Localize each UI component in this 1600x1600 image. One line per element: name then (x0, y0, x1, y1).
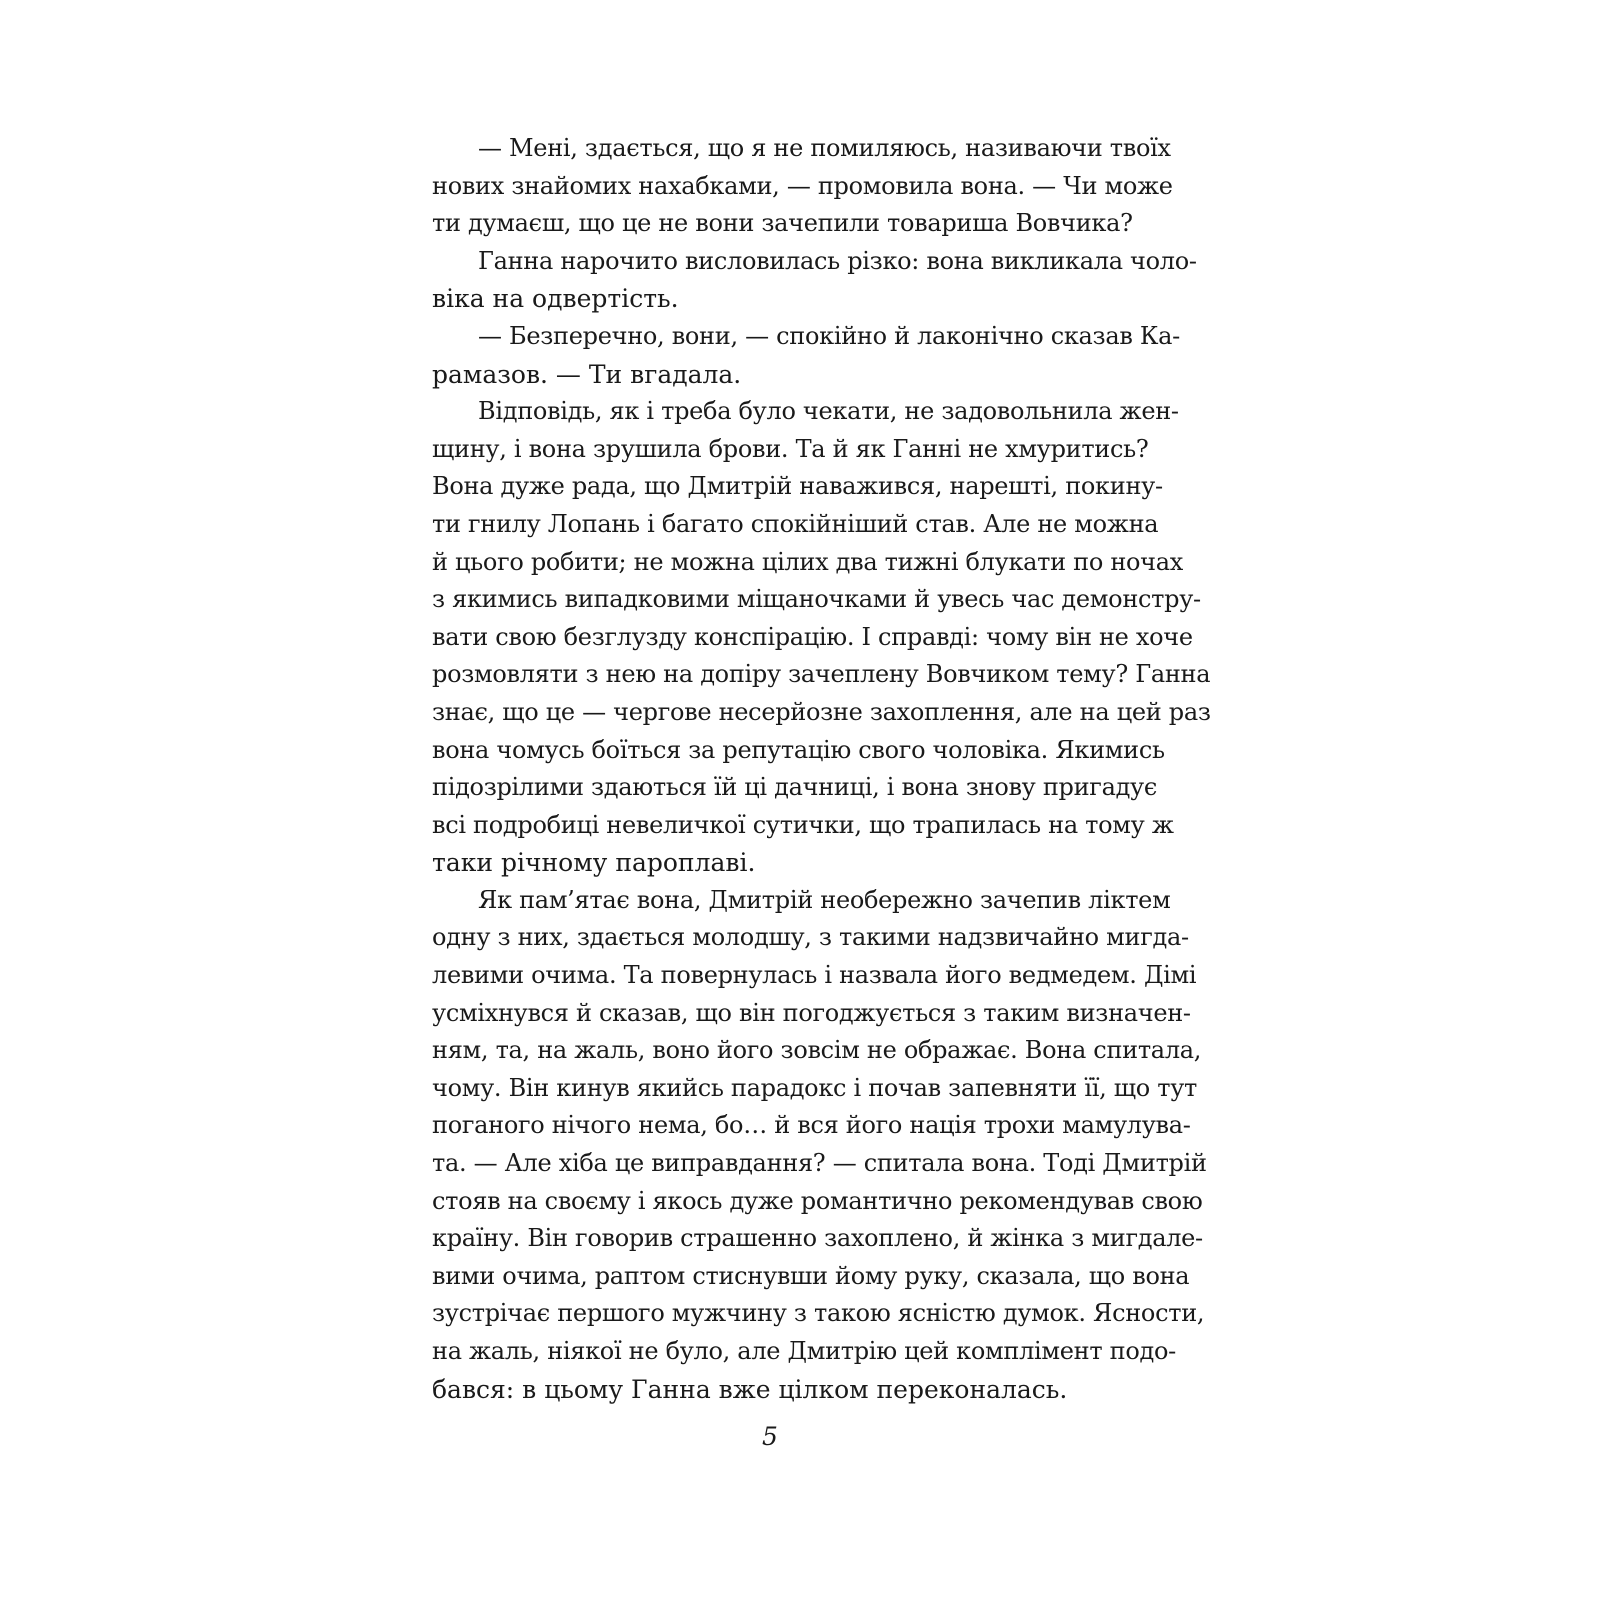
text-line: ти думаєш, що це не вони зачепили товариша Вовчика? (432, 209, 1133, 238)
text-line: поганого нічого нема, бо… й вся його нація трохи мамулува- (432, 1111, 1191, 1140)
paragraph-4 (386, 393, 1211, 882)
text-line: — Мені, здається, що я не помиляюсь, називаючи твоїх (478, 134, 1171, 162)
paragraph-5 (386, 882, 1207, 1408)
text-line: рамазов. — Ти вгадала. (432, 359, 742, 389)
text-line: Як пам’ятає вона, Дмитрій необережно зачепив ліктем (478, 885, 1171, 914)
text-line: підозрілими здаються їй ці дачниці, і вона знову пригадує (432, 773, 1158, 802)
text-line: знає, що це — чергове несерйозне захоплення, але на цей раз (432, 697, 1211, 726)
text-line: на жаль, ніякої не було, але Дмитрію цей комплімент подо- (432, 1337, 1176, 1365)
body-text (386, 130, 1211, 1408)
text-line: віка на одвертість. (432, 284, 679, 314)
text-line: усміхнувся й сказав, що він погоджується з таким визначен- (432, 998, 1191, 1027)
text-line: бався: в цьому Ганна вже цілком переконалась. (432, 1374, 1068, 1404)
text-line: чому. Він кинув якийсь парадокс і почав запевняти її, що тут (432, 1073, 1197, 1102)
text-line: Вона дуже рада, що Дмитрій наважився, нарешті, покину- (432, 472, 1163, 501)
text-line: розмовляти з нею на допіру зачеплену Вовчиком тему? Ганна (432, 660, 1211, 689)
text-line: Відповідь, як і треба було чекати, не задовольнила жен- (478, 397, 1179, 426)
text-line: — Безперечно, вони, — спокійно й лаконічно сказав Ка- (478, 321, 1180, 350)
text-line: стояв на своєму і якось дуже романтично рекомендував свою (432, 1186, 1203, 1215)
text-line: ням, та, на жаль, воно його зовсім не ображає. Вона спитала, (432, 1036, 1202, 1065)
text-line: з якимись випадковими міщаночками й увесь час демонстру- (432, 585, 1201, 614)
text-line: щину, і вона зрушила брови. Та й як Ганні не хмуритись? (432, 434, 1149, 463)
text-line: ти гнилу Лопань і багато спокійніший став. Але не можна (432, 509, 1159, 538)
paragraph-2 (386, 243, 1197, 318)
text-line: й цього робити; не можна цілих два тижні блукати по ночах (432, 547, 1183, 576)
text-line: одну з них, здається молодшу, з такими надзвичайно мигда- (432, 923, 1189, 952)
text-line: нових знайомих нахабками, — промовила вона. — Чи може (432, 171, 1173, 200)
text-line: Ганна нарочито висловилась різко: вона викликала чоло- (478, 246, 1197, 275)
text-line: левими очима. Та повернулась і назвала його ведмедем. Дімі (432, 961, 1197, 990)
paragraph-3 (386, 318, 1180, 393)
text-line: таки річному пароплаві. (432, 848, 756, 878)
page-number: 5 (762, 1422, 778, 1451)
text-line: зустрічає першого мужчину з такою ясністю думок. Ясности, (432, 1299, 1205, 1328)
text-line: країну. Він говорив страшенно захоплено, й жінка з мигдале- (432, 1224, 1203, 1253)
text-line: вона чомусь боїться за репутацію свого чоловіка. Якимись (432, 735, 1165, 764)
paragraph-1 (386, 130, 1173, 243)
text-line: вати свою безглузду конспірацію. І справді: чому він не хоче (432, 622, 1193, 651)
text-line: вими очима, раптом стиснувши йому руку, сказала, що вона (432, 1261, 1190, 1290)
text-line: та. — Але хіба це виправдання? — спитала вона. Тоді Дмитрій (432, 1149, 1207, 1178)
text-line: всі подробиці невеличкої сутички, що трапилась на тому ж (432, 810, 1174, 839)
